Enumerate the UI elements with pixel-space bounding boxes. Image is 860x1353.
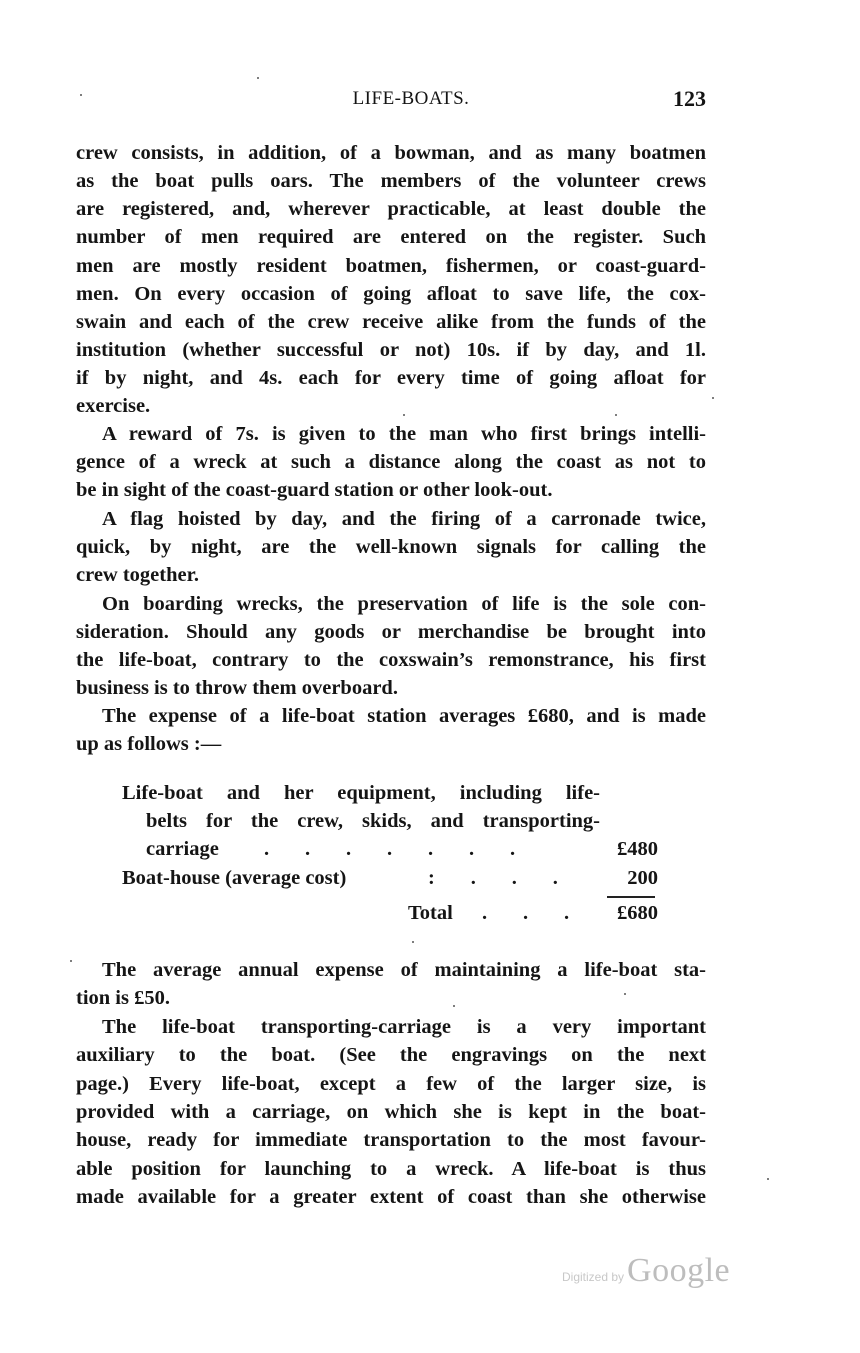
table-row [122,864,658,892]
text-line: the life-boat, contrary to the coxswain’s remonstrance, his first [76,649,706,671]
scan-speck [70,960,72,962]
text-line: institution (whether successful or not) 10s. if by day, and 1l. [76,339,706,361]
text-line: quick, by night, are the well-known signals for calling the [76,536,706,558]
text-line: A flag hoisted by day, and the firing of a carronade twice, [102,508,706,530]
text-line: tion is £50. [76,987,170,1009]
table-row [146,835,658,863]
text-line: crew together. [76,564,199,586]
total-amount: £680 [617,902,658,924]
text-line: as the boat pulls oars. The members of the volunteer crews [76,170,706,192]
text-line: gence of a wreck at such a distance along the coast as not to [76,451,706,473]
scan-speck [712,397,714,399]
table-amount: 200 [627,867,658,889]
text-line: page.) Every life-boat, except a few of the larger size, is [76,1073,706,1095]
scan-speck [767,1178,769,1180]
text-line: number of men required are entered on the register. Such [76,226,706,248]
text-line: crew consists, in addition, of a bowman, and as many boatmen [76,142,706,164]
scan-speck [615,414,617,416]
text-line: The average annual expense of maintaining a life-boat sta- [102,959,706,981]
page-header [76,88,706,118]
digitized-by-google-watermark [562,1252,730,1292]
text-line: The expense of a life-boat station averages £680, and is made [102,705,706,727]
text-line: able position for launching to a wreck. A life-boat is thus [76,1158,706,1180]
scan-speck [412,941,414,943]
text-line: if by night, and 4s. each for every time of going afloat for [76,367,706,389]
table-item-label: belts for the crew, skids, and transporting- [146,810,600,832]
table-total-row [408,899,658,927]
scan-speck [453,1005,455,1007]
text-line: men. On every occasion of going afloat to save life, the cox- [76,283,706,305]
table-item-label: Boat-house (average cost) [122,867,347,889]
scan-speck [624,993,626,995]
text-line: A reward of 7s. is given to the man who first brings intelli- [102,423,706,445]
text-line: are registered, and, wherever practicable, at least double the [76,198,706,220]
total-label: Total [408,902,453,924]
text-line: provided with a carriage, on which she is kept in the boat- [76,1101,706,1123]
text-line: On boarding wrecks, the preservation of life is the sole con- [102,593,706,615]
text-line: The life-boat transporting-carriage is a very important [102,1016,706,1038]
text-line: made available for a greater extent of coast than she otherwise [76,1186,706,1208]
table-item-label: Life-boat and her equipment, including life- [122,782,600,804]
text-line: exercise. [76,395,151,417]
scan-speck [257,77,259,79]
text-line: business is to throw them overboard. [76,677,398,699]
text-line: auxiliary to the boat. (See the engravings on the next [76,1044,706,1066]
google-logo: Google [627,1252,731,1289]
text-line: house, ready for immediate transportation to the most favour- [76,1129,706,1151]
page-number: 123 [673,86,706,111]
scan-speck [80,94,82,96]
sum-rule [607,896,655,898]
text-line: men are mostly resident boatmen, fishermen, or coast-guard- [76,255,706,277]
table-amount: £480 [617,838,658,860]
text-line: swain and each of the crew receive alike from the funds of the [76,311,706,333]
text-line: up as follows :— [76,733,222,755]
leader-dots: : . . . [428,867,558,889]
leader-dots: . . . . . . . [264,838,516,860]
text-line: sideration. Should any goods or merchandise be brought into [76,621,706,643]
table-item-label: carriage [146,838,219,860]
scan-speck [403,414,405,416]
running-title: LIFE-BOATS. [352,88,470,109]
text-line: be in sight of the coast-guard station or other look-out. [76,479,553,501]
watermark-prefix: Digitized by [562,1270,625,1284]
leader-dots: . . . [482,902,570,924]
